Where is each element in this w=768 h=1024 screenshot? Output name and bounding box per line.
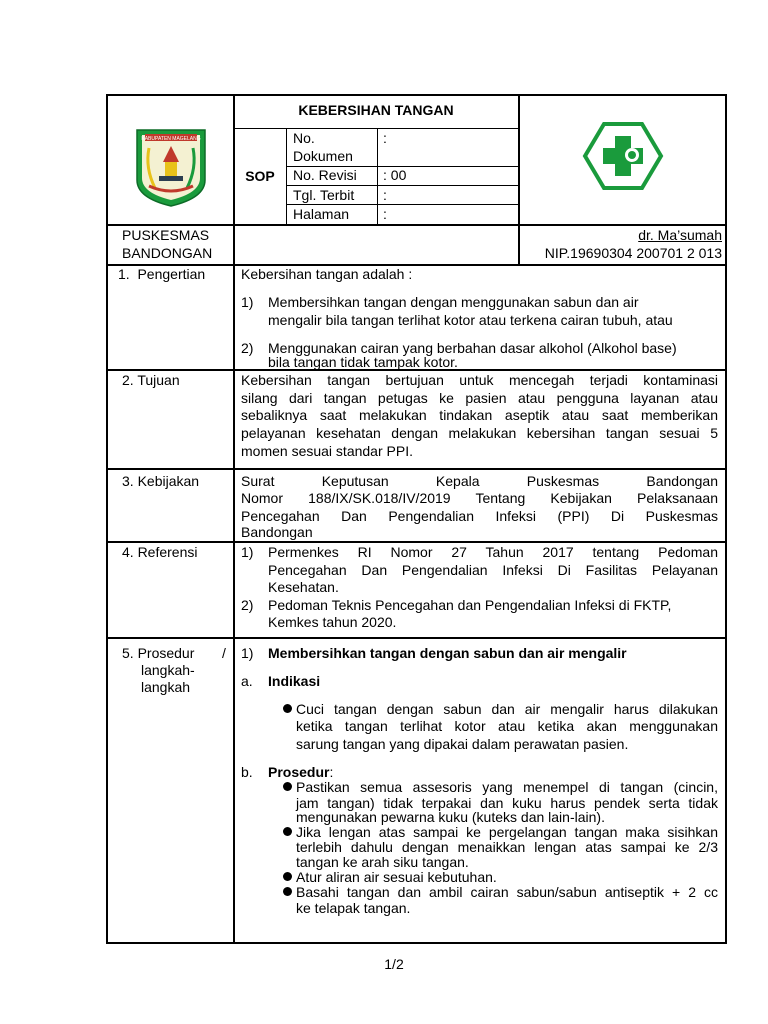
signer-name: dr. Ma’sumah <box>638 227 722 243</box>
referensi-item-2-line2: Kemkes tahun 2020. <box>268 614 397 630</box>
prosedur-step-4-line1: Basahi tangan dan ambil cairan sabun/sabun antiseptik + 2 cc <box>296 884 718 900</box>
prosedur-step-2-line2: terlebih dahulu dengan menaikkan lengan atas sampai ke 2/3 <box>296 839 718 855</box>
pengertian-item-1-line2: mengalir bila tangan terlihat kotor atau terkena cairan tubuh, atau <box>268 312 673 328</box>
field-no-dokumen-label: No. Dokumen <box>293 130 353 164</box>
prosedur-step-1-line1: Pastikan semua assesoris yang menempel di tangan (cincin, <box>296 779 718 795</box>
pengertian-item-2-line2: bila tangan tidak tampak kotor. <box>268 354 458 370</box>
pengertian-item-2-num: 2) <box>241 340 254 356</box>
referensi-item-1-line2: Pencegahan Dan Pengendalian Infeksi Di Fasilitas Pelayanan <box>268 562 718 578</box>
referensi-item-1-line1: Permenkes RI Nomor 27 Tahun 2017 tentang Pedoman <box>268 544 718 560</box>
puskesmas-logo <box>582 121 664 191</box>
sop-label: SOP <box>245 168 275 184</box>
prosedur-heading-num: 1) <box>241 645 254 661</box>
prosedur-step-2-line1: Jika lengan atas sampai ke pergelangan tangan maka sisihkan <box>296 824 718 840</box>
signer-nip: NIP.19690304 200701 2 013 <box>544 245 722 261</box>
referensi-item-2-line1: Pedoman Teknis Pencegahan dan Pengendalian Infeksi di FKTP, <box>268 597 672 613</box>
referensi-item-1-line3: Kesehatan. <box>268 579 339 595</box>
document-title: KEBERSIHAN TANGAN <box>298 102 454 118</box>
bullet-icon <box>283 704 292 713</box>
section-label-prosedur: 5. Prosedur <box>122 645 195 661</box>
section-label-prosedur-line2: langkah- <box>141 662 195 678</box>
kebijakan-line-4: Bandongan <box>241 524 313 540</box>
section-label-kebijakan: 3. Kebijakan <box>122 473 200 489</box>
prosedur-step-1-line3: mengunakan pewarna kuku (kuteks dan lain-lain). <box>296 809 605 825</box>
bullet-icon <box>283 872 292 881</box>
section-label-pengertian: 1. Pengertian <box>118 266 206 282</box>
crest-text: KABUPATEN MAGELANG <box>141 136 201 142</box>
section-label-tujuan: 2. Tujuan <box>122 372 180 388</box>
prosedur-b-colon: : <box>329 764 334 780</box>
tujuan-line-2: silang dari tangan petugas ke pasien atau pengguna layanan atau <box>241 390 718 406</box>
kebijakan-line-3: Pencegahan Dan Pengendalian Infeksi (PPI) Di Puskesmas <box>241 508 718 524</box>
bullet-icon <box>283 782 292 791</box>
field-no-revisi-value: : 00 <box>383 167 407 183</box>
prosedur-step-2-line3: tangan ke arah siku tangan. <box>296 854 469 870</box>
page-number: 1/2 <box>384 956 404 972</box>
pengertian-item-1-line1: Membersihkan tangan dengan menggunakan sabun dan air <box>268 294 639 310</box>
prosedur-a-letter: a. <box>241 673 253 689</box>
indikasi-line-1: Cuci tangan dengan sabun dan air mengalir harus dilakukan <box>296 701 718 717</box>
prosedur-step-4-line2: ke telapak tangan. <box>296 900 411 916</box>
prosedur-b-letter: b. <box>241 764 253 780</box>
referensi-item-2-num: 2) <box>241 597 254 613</box>
section-label-prosedur-line3: langkah <box>141 679 191 695</box>
pengertian-item-2-line1: Menggunakan cairan yang berbahan dasar alkohol (Alkohol base) <box>268 340 677 356</box>
pengertian-item-1-num: 1) <box>241 294 254 310</box>
referensi-item-1-num: 1) <box>241 544 254 560</box>
field-halaman-value: : <box>383 206 387 222</box>
tujuan-line-3: sebaliknya saat melakukan tindakan aseptik atau saat memberikan <box>241 407 718 423</box>
prosedur-b-title: Prosedur <box>268 764 330 780</box>
prosedur-heading: Membersihkan tangan dengan sabun dan air mengalir <box>268 645 627 661</box>
prosedur-step-1-line2: jam tangan) tidak terpakai dan kuku harus pendek serta tidak <box>296 795 718 811</box>
bullet-icon <box>283 887 292 896</box>
indikasi-line-3: sarung tangan yang dipakai dalam perawatan pasien. <box>296 736 629 752</box>
tujuan-line-4: pelayanan kesehatan dengan melakukan kebersihan tangan sesuai 5 <box>241 425 718 441</box>
field-no-revisi-label: No. Revisi <box>293 167 357 183</box>
kebijakan-line-1: Surat Keputusan Kepala Puskesmas Bandongan <box>241 473 718 489</box>
field-no-dokumen-value: : <box>383 130 387 146</box>
pengertian-intro: Kebersihan tangan adalah : <box>241 266 413 282</box>
org-name-line2: BANDONGAN <box>122 245 213 261</box>
org-name-line1: PUSKESMAS <box>122 227 210 243</box>
prosedur-step-3-line1: Atur aliran air sesuai kebutuhan. <box>296 869 497 885</box>
tujuan-line-5: momen sesuai standar PPI. <box>241 443 413 459</box>
field-tgl-terbit-label: Tgl. Terbit <box>293 187 355 203</box>
kabupaten-crest-logo <box>135 128 207 208</box>
tujuan-line-1: Kebersihan tangan bertujuan untuk mencegah terjadi kontaminasi <box>241 372 718 388</box>
field-halaman-label: Halaman <box>293 206 350 222</box>
bullet-icon <box>283 827 292 836</box>
kebijakan-line-2: Nomor 188/IX/SK.018/IV/2019 Tentang Kebijakan Pelaksanaan <box>241 490 718 506</box>
indikasi-line-2: ketika tangan terlihat kotor atau ketika akan menggunakan <box>296 718 718 734</box>
field-tgl-terbit-value: : <box>383 187 387 203</box>
section-label-referensi: 4. Referensi <box>122 544 198 560</box>
prosedur-a-title: Indikasi <box>268 673 321 689</box>
section-label-prosedur-slash: / <box>222 645 226 661</box>
